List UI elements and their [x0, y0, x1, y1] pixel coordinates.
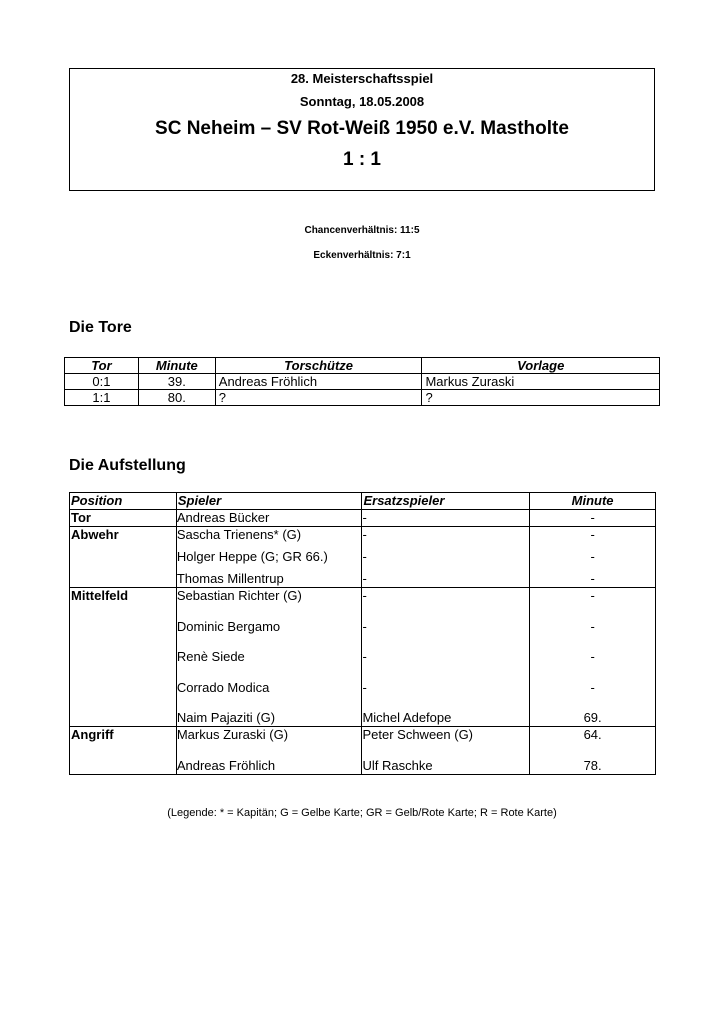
goal-assist: ?	[422, 390, 660, 406]
goal-score: 0:1	[65, 374, 139, 390]
goal-minute: 39.	[138, 374, 215, 390]
player-name: Corrado Modica	[176, 679, 270, 695]
goals-header-row	[65, 358, 660, 374]
player-name: Dominic Bergamo	[176, 618, 281, 634]
substitution-minute: -	[590, 588, 595, 603]
substitute-name: -	[362, 510, 367, 525]
lineup-header-player: Spieler	[176, 493, 362, 510]
goal-assist: Markus Zuraski	[422, 374, 660, 390]
table-row	[65, 390, 660, 406]
substitution-minute: -	[590, 571, 595, 586]
player-name: Renè Siede	[176, 649, 245, 665]
player-name: Andreas Bücker	[176, 510, 270, 525]
position-label: Tor	[70, 510, 177, 527]
goals-header-minute: Minute	[138, 358, 215, 374]
goals-header-tor: Tor	[65, 358, 139, 374]
position-label: Angriff	[70, 727, 177, 775]
player-name: Sascha Trienens* (G)	[176, 527, 302, 542]
substitute-name: -	[362, 618, 367, 634]
goal-minute: 80.	[138, 390, 215, 406]
substitution-minute: -	[590, 618, 595, 634]
substitution-minute: -	[590, 679, 595, 695]
match-teams: SC Neheim – SV Rot-Weiß 1950 e.V. Mastholte	[155, 118, 569, 139]
lineup-header-row	[70, 493, 656, 510]
substitute-name: Peter Schween (G)	[362, 727, 474, 743]
substitute-name: -	[362, 549, 367, 564]
lineup-group-mittelfeld	[70, 588, 656, 727]
table-row	[65, 374, 660, 390]
goals-title: Die Tore	[69, 319, 132, 336]
substitute-name: -	[362, 679, 367, 695]
substitute-name: Michel Adefope	[362, 710, 452, 726]
substitution-minute: -	[590, 510, 595, 525]
player-name: Markus Zuraski (G)	[176, 727, 289, 743]
chances-stat: Chancenverhältnis: 11:5	[304, 225, 420, 236]
goal-scorer: Andreas Fröhlich	[215, 374, 422, 390]
lineup-header-substitute: Ersatzspieler	[362, 493, 530, 510]
goal-scorer: ?	[215, 390, 422, 406]
match-header	[69, 68, 655, 191]
goals-header-assist: Vorlage	[422, 358, 660, 374]
match-score: 1 : 1	[342, 149, 382, 170]
position-label: Mittelfeld	[70, 588, 177, 727]
position-label: Abwehr	[70, 527, 177, 588]
goals-table	[64, 357, 660, 406]
substitute-name: Ulf Raschke	[362, 757, 433, 773]
substitution-minute: -	[590, 527, 595, 542]
substitute-name: -	[362, 527, 367, 542]
lineup-table	[69, 492, 656, 775]
lineup-header-minute: Minute	[530, 493, 656, 510]
substitute-name: -	[362, 649, 367, 665]
player-name: Thomas Millentrup	[176, 571, 284, 586]
substitution-minute: 69.	[583, 710, 602, 726]
lineup-group-abwehr	[70, 527, 656, 588]
lineup-title: Die Aufstellung	[69, 457, 186, 474]
player-name: Andreas Fröhlich	[176, 757, 276, 773]
match-date: Sonntag, 18.05.2008	[299, 94, 425, 109]
lineup-header-position: Position	[70, 493, 177, 510]
substitute-name: -	[362, 588, 367, 603]
substitution-minute: -	[590, 649, 595, 665]
player-name: Sebastian Richter (G)	[176, 588, 302, 603]
corners-stat: Eckenverhältnis: 7:1	[313, 250, 411, 261]
substitution-minute: -	[590, 549, 595, 564]
lineup-group-tor	[70, 510, 656, 527]
match-title: 28. Meisterschaftsspiel	[290, 71, 434, 86]
legend: (Legende: * = Kapitän; G = Gelbe Karte; GR = Gelb/Rote Karte; R = Rote Karte)	[167, 807, 557, 819]
substitute-name: -	[362, 571, 367, 586]
player-name: Naim Pajaziti (G)	[176, 710, 276, 726]
substitution-minute: 78.	[583, 757, 602, 773]
lineup-group-angriff	[70, 727, 656, 775]
goals-header-scorer: Torschütze	[215, 358, 422, 374]
player-name: Holger Heppe (G; GR 66.)	[176, 549, 328, 564]
goal-score: 1:1	[65, 390, 139, 406]
substitution-minute: 64.	[583, 727, 602, 743]
